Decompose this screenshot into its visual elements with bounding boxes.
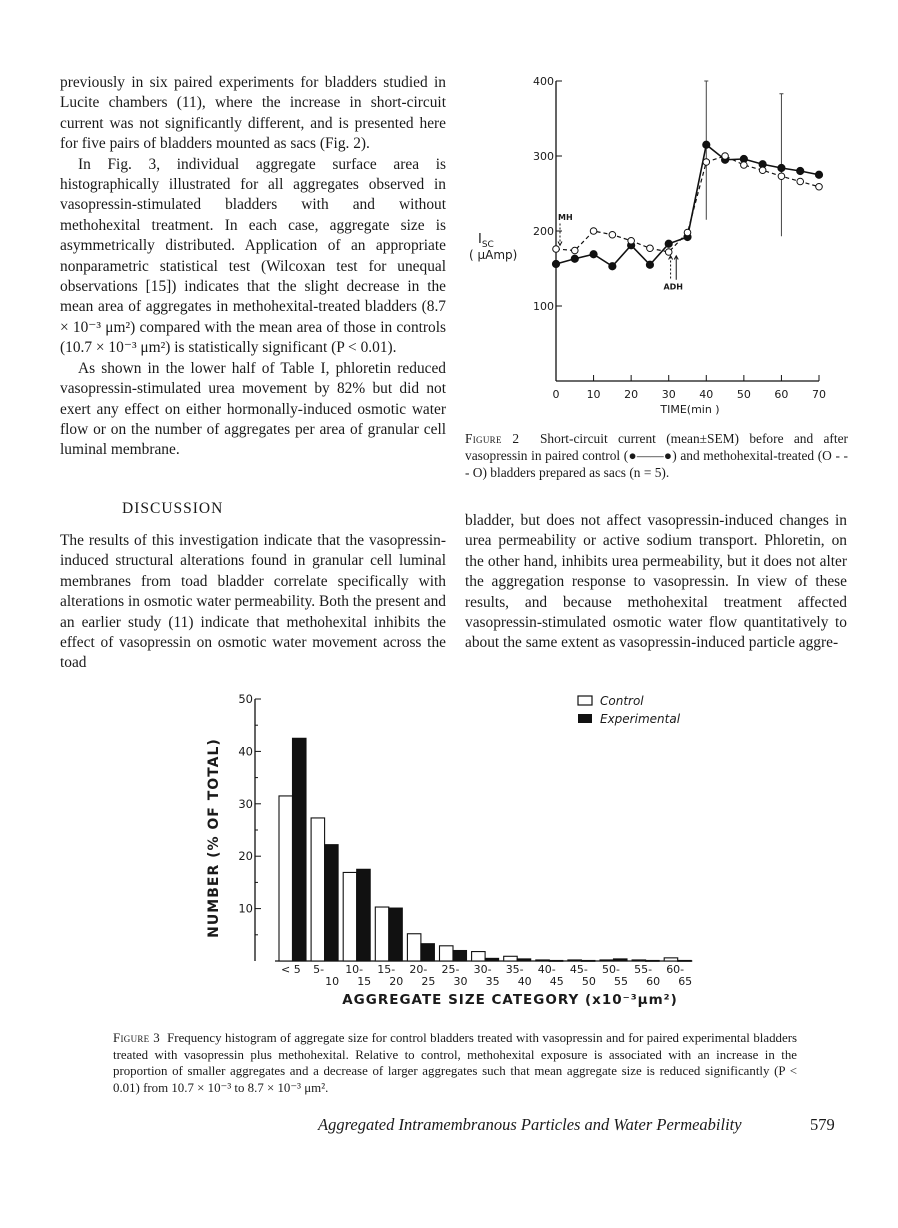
figure-2-chart	[460, 65, 860, 425]
x-tick-label: 30	[661, 388, 676, 401]
x-axis-label: TIME(min )	[660, 403, 720, 416]
figure-label: Figure 2	[465, 431, 520, 446]
bar-experimental	[293, 738, 307, 961]
caption-text: Frequency histogram of aggregate size for control bladders treated with vasopressin and for paired experimental bladders treated with vasopressin plus methohexital. Relative to control, methohexital exposure is associated with an increase in the proportion of smaller aggregates and a decrease of larger aggregates such that mean aggregate size is reduced significantly (P < 0.01) from 10.7 × 10⁻³ to 8.7 × 10⁻³ μm².	[113, 1031, 798, 1095]
mh-arrowhead	[558, 242, 562, 246]
figure-3-chart	[190, 688, 720, 1018]
x-tick-label: 30	[453, 975, 468, 988]
figure-2-axes	[533, 75, 826, 401]
bar-control	[440, 946, 454, 961]
x-tick-label: < 5	[281, 963, 301, 976]
y-tick-label: 30	[238, 796, 253, 811]
x-tick-label: 30-	[473, 963, 492, 976]
legend	[578, 694, 681, 726]
y-axis-label: NUMBER (% OF TOTAL)	[206, 738, 222, 938]
paragraph: previously in six paired experiments for bladders studied in Lucite chambers (11), where the increase in short-circuit current was not significantly different, and is presented here for five pairs of bladders mounted as sacs (Fig. 2).	[60, 74, 446, 153]
x-tick-label: 45-	[569, 963, 588, 976]
data-point-control	[609, 263, 616, 270]
x-tick-label: 40-	[537, 963, 556, 976]
x-tick-label: 35-	[505, 963, 524, 976]
series-line-control	[556, 145, 819, 267]
figure-3-caption	[113, 1030, 797, 1096]
bar-experimental	[389, 908, 403, 961]
discussion-right-text	[465, 511, 847, 654]
data-point-control	[590, 251, 597, 258]
data-point-methohexital	[778, 173, 785, 180]
data-point-methohexital	[759, 167, 766, 174]
annotation-adh: ADH	[663, 282, 683, 292]
x-tick-label: 55	[614, 975, 628, 988]
bar-control	[600, 960, 614, 961]
x-axis-label: AGGREGATE SIZE CATEGORY (x10⁻³μm²)	[342, 992, 678, 1008]
x-tick-label: 50	[736, 388, 751, 401]
bar-experimental	[646, 960, 660, 961]
x-tick-label: 55-	[634, 963, 653, 976]
data-point-methohexital	[609, 231, 616, 238]
y-tick-label: 10	[238, 901, 253, 916]
x-tick-label: 40	[517, 975, 532, 988]
data-point-methohexital	[816, 183, 823, 190]
y-tick-label: 50	[238, 692, 253, 706]
x-tick-label: 0	[552, 388, 560, 401]
x-tick-label: 60-	[666, 963, 685, 976]
page-number: 579	[810, 1115, 835, 1134]
bar-experimental	[517, 959, 531, 961]
data-point-control	[797, 167, 804, 174]
legend-swatch-experimental	[578, 714, 592, 723]
data-point-control	[646, 261, 653, 268]
bar-control	[664, 958, 678, 961]
data-point-methohexital	[571, 247, 578, 254]
bar-experimental	[678, 960, 692, 961]
bar-control	[311, 818, 325, 961]
y-axis-label-isc: $I_{SC}$	[478, 232, 494, 250]
paragraph: As shown in the lower half of Table I, phloretin reduced vasopressin-stimulated urea movement by 82% but did not exert any effect on either hormonally-induced osmotic water flow or on the number of aggregates per area of granular cell luminal membrane.	[60, 359, 446, 459]
data-point-methohexital	[590, 228, 597, 235]
x-tick-label: 50	[581, 975, 596, 988]
bar-control	[375, 907, 389, 961]
legend-swatch-control	[578, 696, 592, 705]
x-tick-label: 20-	[409, 963, 428, 976]
bar-control	[472, 952, 486, 961]
bar-experimental	[485, 958, 499, 961]
y-tick-label: 100	[533, 300, 554, 313]
running-title: Aggregated Intramembranous Particles and Water Permeability	[318, 1115, 742, 1134]
data-point-methohexital	[722, 153, 729, 160]
data-point-methohexital	[647, 245, 654, 252]
figure-label: Figure 3	[113, 1031, 161, 1045]
data-point-methohexital	[553, 246, 560, 253]
bar-control	[279, 796, 293, 961]
x-tick-label: 70	[812, 388, 826, 401]
bar-experimental	[549, 960, 563, 961]
paragraph: bladder, but does not affect vasopressin-induced changes in urea permeability or active sodium transport. Phloretin, on the other hand, inhibits urea permeability, but it does not alter the aggregation response to vasopressin. In view of these results, and because methohexital treatment affected vasopressin-stimulated osmotic water flow quantitatively to about the same extent as vasopressin-induced particle aggre-	[465, 512, 847, 652]
bar-experimental	[357, 869, 371, 961]
x-tick-label: 15	[357, 975, 372, 988]
y-tick-label: 200	[533, 225, 554, 238]
paragraph: The results of this investigation indicate that the vasopressin-induced structural alterations found in granular cell luminal membranes from toad bladder correlate specifically with alterations in osmotic water permeability. Both the present and an earlier study (11) indicate that methohexital inhibits the effect of vasopressin on osmotic water movement across the toad	[60, 532, 446, 672]
x-tick-label: 40	[699, 388, 714, 401]
data-point-methohexital	[628, 237, 635, 244]
x-tick-label: 35	[485, 975, 500, 988]
data-point-methohexital	[703, 159, 710, 166]
bar-control	[407, 934, 421, 961]
paragraph: In Fig. 3, individual aggregate surface area is histographically illustrated for all aggregates observed in vasopressin-stimulated bladders with and without methohexital treatment. In each case, aggregate size is asymmetrically distributed. Application of an appropriate nonparametric statistical test (Wilcoxan test for unequal observations [15]) indicates that the slight decrease in the mean area of aggregates in methohexital-treated bladders (8.7 × 10⁻³ μm²) compared with the mean area of those in controls (10.7 × 10⁻³ μm²) is statistically significant (P < 0.01).	[60, 155, 446, 357]
x-tick-label: 25	[421, 975, 436, 988]
x-tick-label: 10	[586, 388, 601, 401]
x-tick-label: 25-	[441, 963, 460, 976]
bar-control	[536, 960, 550, 961]
discussion-left-text	[60, 531, 446, 674]
x-tick-label: 50-	[602, 963, 620, 976]
data-point-control	[778, 164, 785, 171]
x-tick-label: 10-	[345, 963, 364, 976]
y-tick-label: 300	[533, 150, 554, 163]
x-tick-label: 60	[774, 388, 789, 401]
x-tick-label: 45	[549, 975, 564, 988]
bar-experimental	[581, 960, 595, 961]
bar-experimental	[453, 951, 467, 961]
data-point-control	[665, 240, 672, 247]
data-point-control	[703, 141, 710, 148]
y-tick-label: 20	[238, 849, 253, 864]
y-tick-label: 400	[533, 75, 554, 88]
x-tick-label: 5-	[313, 963, 325, 976]
x-tick-label: 15-	[377, 963, 396, 976]
x-tick-label: 20	[624, 388, 639, 401]
data-point-control	[571, 255, 578, 262]
bar-experimental	[325, 845, 339, 961]
figure-3-marks	[279, 738, 691, 961]
x-tick-label: 65	[678, 975, 693, 988]
legend-label-control: Control	[600, 694, 644, 708]
section-heading: DISCUSSION	[122, 500, 224, 517]
x-tick-label: 10	[325, 975, 340, 988]
bar-experimental	[614, 959, 628, 961]
data-point-control	[815, 171, 822, 178]
data-point-control	[552, 260, 559, 267]
y-tick-label: 40	[238, 744, 253, 759]
data-point-methohexital	[741, 162, 748, 169]
data-point-methohexital	[665, 249, 672, 256]
data-point-methohexital	[684, 229, 691, 236]
annotation-mh: MH	[558, 212, 573, 222]
caption-text: Short-circuit current (mean±SEM) before and after vasopressin in paired control (●——●) and methohexital-treated (O - - - O) bladders prepared as sacs (n = 5).	[465, 431, 848, 481]
x-tick-label: 20	[389, 975, 404, 988]
bar-control	[504, 956, 518, 961]
figure-2-caption	[465, 430, 848, 482]
bar-control	[632, 960, 646, 961]
legend-label-experimental: Experimental	[600, 712, 681, 726]
data-point-methohexital	[797, 178, 804, 185]
left-column	[60, 73, 446, 461]
x-tick-label: 60	[646, 975, 661, 988]
bar-control	[568, 960, 582, 961]
bar-experimental	[421, 944, 435, 961]
y-axis-label-units: ( μAmp)	[469, 248, 518, 262]
bar-control	[343, 872, 357, 961]
figure-2-marks	[552, 81, 822, 292]
